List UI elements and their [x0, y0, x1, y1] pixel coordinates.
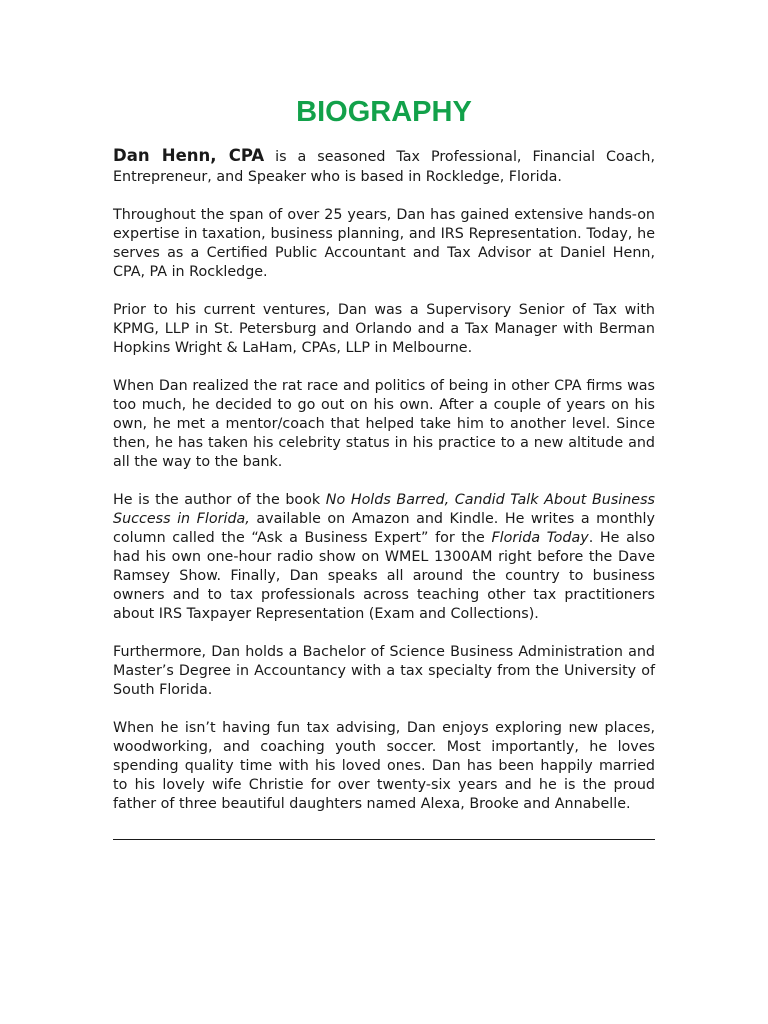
author-text-c: . He also had his own one-hour radio show on WMEL 1300AM right before the Dave Ramsey Show. Finally, Dan speaks all around the country to business owners and to tax professionals across teaching other tax practitioners about IRS Taxpayer Representation (Exam and Collections). — [113, 530, 656, 622]
intro-text: is a seasoned Tax Professional, Financial Coach, Entrepreneur, and Speaker who is based in Rockledge, Florida. — [113, 149, 655, 185]
career-paragraph: Throughout the span of over 25 years, Dan has gained extensive hands-on expertise in taxation, business planning, and IRS Representation. Today, he serves as a Certified Public Accountant and Tax Advisor at Daniel Henn, CPA, PA in Rockledge. — [113, 207, 655, 280]
bottom-divider — [113, 839, 655, 840]
independence-paragraph: When Dan realized the rat race and politics of being in other CPA firms was too much, he decided to go out on his own. After a couple of years on his own, he met a mentor/coach that helped take him to another level. Since then, he has taken his celebrity status in his practice to a new altitude and all the way to the bank. — [113, 378, 655, 470]
prior-roles-paragraph: Prior to his current ventures, Dan was a Supervisory Senior of Tax with KPMG, LLP in St. Petersburg and Orlando and a Tax Manager with Berman Hopkins Wright & LaHam, CPAs, LLP in Melbourne. — [113, 302, 655, 356]
author-paragraph — [113, 491, 655, 624]
author-text-a: He is the author of the book — [113, 492, 326, 508]
personal-paragraph: When he isn’t having fun tax advising, Dan enjoys exploring new places, woodworking, and coaching youth soccer. Most importantly, he loves spending quality time with his loved ones. Dan has been happily married to his lovely wife Christie for over twenty-six years and he is the proud father of three beautiful daughters named Alexa, Brooke and Annabelle. — [113, 720, 655, 812]
biography-document — [113, 90, 655, 840]
education-paragraph: Furthermore, Dan holds a Bachelor of Science Business Administration and Master’s Degree in Accountancy with a tax specialty from the University of South Florida. — [113, 644, 655, 698]
book-title: No Holds Barred, Candid Talk About Business Success in Florida, — [113, 492, 655, 527]
intro-paragraph — [113, 146, 655, 187]
author-text-b: available on Amazon and Kindle. He writes a monthly column called the “Ask a Business Expert” for the — [113, 511, 655, 546]
person-name: Dan Henn, CPA — [113, 146, 265, 165]
page-title: BIOGRAPHY — [296, 96, 472, 128]
newspaper-title: Florida Today — [491, 530, 589, 546]
